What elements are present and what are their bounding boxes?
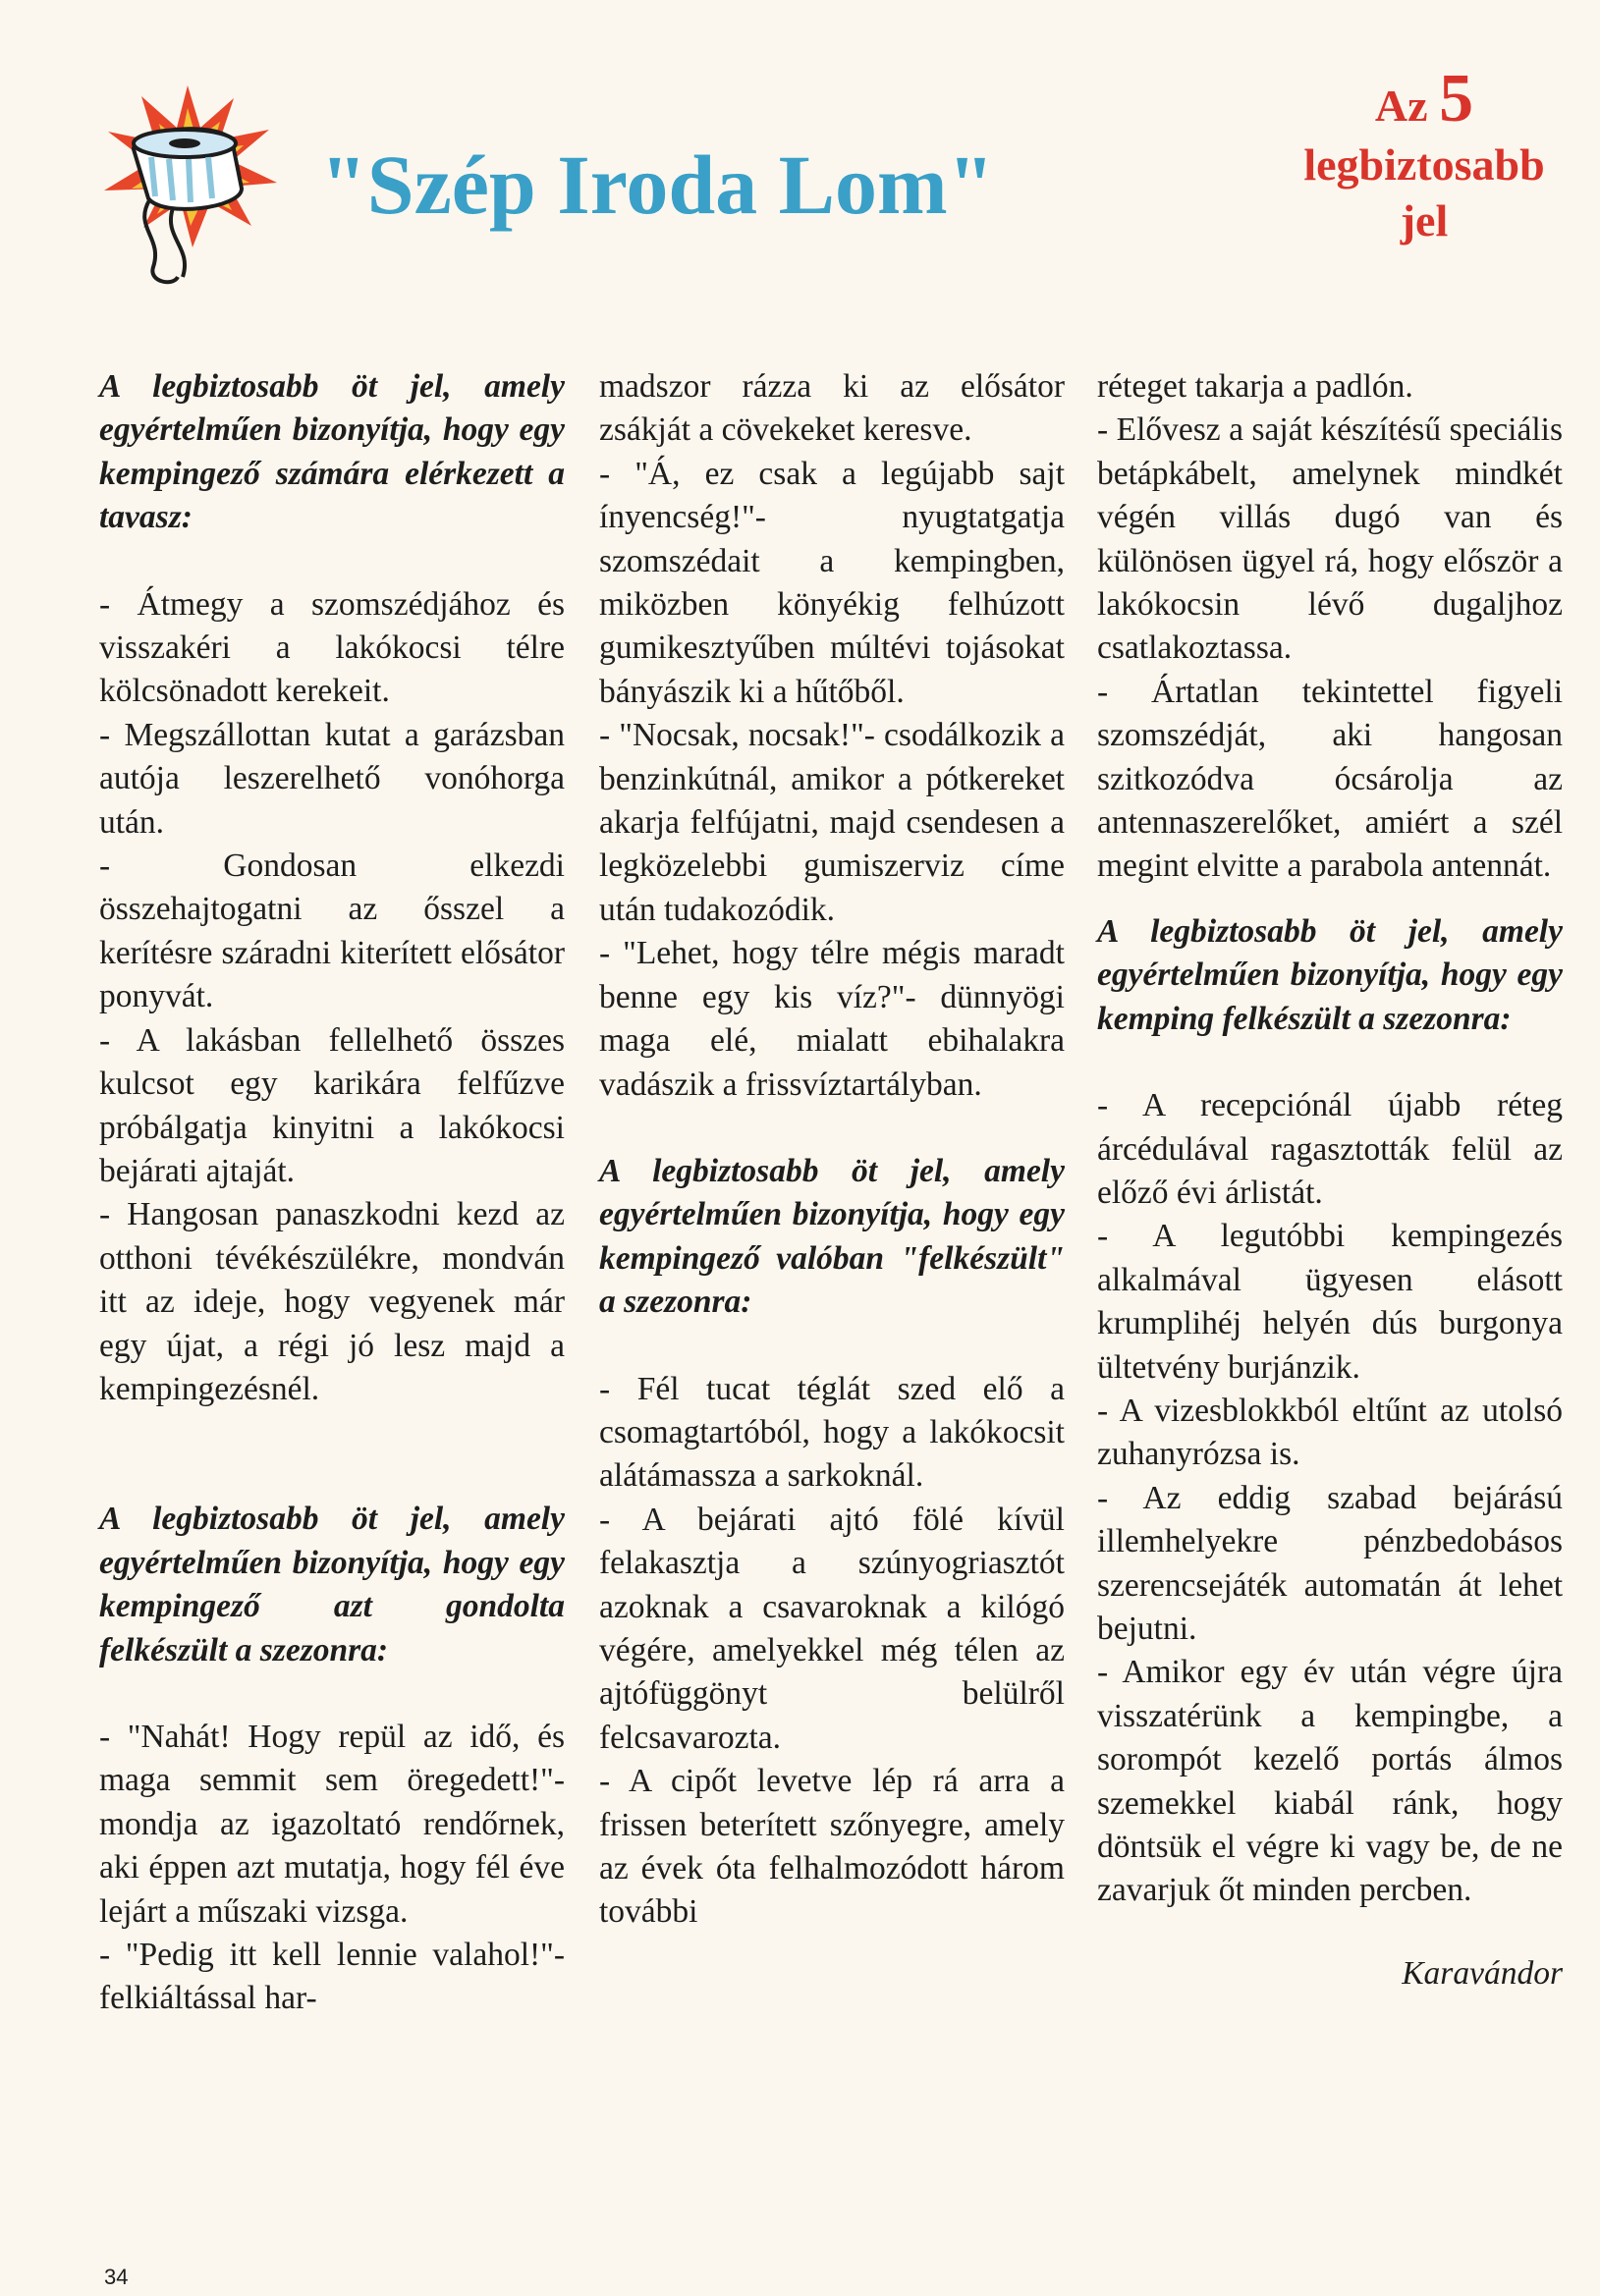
list-item: - Ártatlan tekintettel figyeli szomszédját, aki hangosan szitkozódva ócsárolja az antennaszerelőket, amiért a szél megint elvitte a parabola antennát. [1097,673,1563,885]
list-item: - A vizesblokkból eltűnt az utolsó zuhanyrózsa is. [1097,1392,1563,1473]
section-heading: A legbiztosabb öt jel, amely egyértelműen bizonyítja, hogy egy kempingező azt gondolta felkészült a szezonra: [99,1501,565,1668]
list-item: réteget takarja a padlón. [1097,368,1413,405]
column-2 [599,365,1065,1935]
list-item: - Gondosan elkezdi összehajtogatni az ősszel a kerítésre száradni kiterített elősátor ponyvát. [99,847,565,1015]
list-item: - Hangosan panaszkodni kezd az otthoni tévékészülékre, mondván itt az ideje, hogy vegyenek már egy újat, a régi jó lesz majd a kempingezésnél. [99,1196,565,1407]
column-3 [1097,365,1563,1995]
list-item: - A cipőt levetve lép rá arra a frissen beterített szőnyegre, amely az évek óta felhalmozódott három további [599,1763,1065,1931]
side-tag-line1 [1277,61,1572,137]
list-item: - Fél tucat téglát szed elő a csomagtartóból, hogy a lakókocsit alátámassza a sarkoknál. [599,1370,1065,1495]
list-item: - Átmegy a szomszédjához és visszakéri a lakókocsi télre kölcsönadott kerekeit. [99,585,565,710]
list-item: - A lakásban fellelhető összes kulcsot egy karikára felfűzve próbálgatja kinyitni a lakókocsi bejárati ajtaját. [99,1021,565,1189]
side-tag [1277,61,1572,248]
list-item: madszor rázza ki az elősátor zsákját a cövekeket keresve. [599,368,1065,449]
column-1 [99,365,565,2021]
list-item: - "Lehet, hogy télre mégis maradt benne egy kis víz?"- dünnyögi maga elé, mialatt ebihalakra vadászik a frissvíztartályban. [599,935,1065,1103]
list-item: - "Pedig itt kell lennie valahol!"- felkiáltással har- [99,1937,565,2017]
list-item: - "Nahát! Hogy repül az idő, és maga semmit sem öregedett!"- mondja az igazoltató rendőrnek, aki éppen azt mutatja, hogy fél éve lejárt a műszaki vizsga. [99,1718,565,1930]
list-item: - Megszállottan kutat a garázsban autója leszerelhető vonóhorga után. [99,716,565,841]
list-item: - Amikor egy év után végre újra visszatérünk a kempingbe, a sorompót kezelő portás álmos szemekkel kiabál ránk, hogy döntsük el végre ki vagy be, de ne zavarjuk őt minden percben. [1097,1654,1563,1909]
list-item: - Elővesz a saját készítésű speciális betápkábelt, amelynek mindkét végén villás dugó van és különösen ügyel rá, hogy először a lakókocsin lévő dugaljhoz csatlakoztassa. [1097,411,1563,667]
list-item: - "Nocsak, nocsak!"- csodálkozik a benzinkútnál, amikor a pótkereket akarja felfújatni, majd csendesen a legközelebbi gumiszerviz címe után tudakozódik. [599,717,1065,928]
list-item: - "Á, ez csak a legújabb sajt ínyencség!"- nyugtatgatja szomszédait a kempingben, miközben könyékig felhúzott gumikesztyűben múltévi tojásokat bányászik ki a hűtőből. [599,455,1065,710]
list-item: - A recepciónál újabb réteg árcédulával ragasztották felül az előző évi árlistát. [1097,1087,1563,1211]
section-heading: A legbiztosabb öt jel, amely egyértelműen bizonyítja, hogy egy kempingező valóban "felkészült" a szezonra: [599,1152,1065,1321]
list-item: - A legutóbbi kempingezés alkalmával ügyesen elásott krumplihéj helyén dús burgonya ültetvény burjánzik. [1097,1218,1563,1386]
side-tag-line2: legbiztosabb [1303,139,1545,190]
list-item: - A bejárati ajtó fölé kívül felakasztja a szúnyogriasztót azoknak a csavaroknak a kilógó végére, amelyekkel még télen az ajtófüggönyt belülről felcsavarozta. [599,1501,1065,1756]
toilet-paper-logo-icon [94,81,281,297]
list-item: - Az eddig szabad bejárású illemhelyekre pénzbedobásos szerencsejáték automatán át lehet bejutni. [1097,1479,1563,1647]
side-tag-line3: jel [1400,195,1449,246]
section-heading: A legbiztosabb öt jel, amely egyértelműen bizonyítja, hogy egy kemping felkészült a szezonra: [1097,912,1563,1037]
page-title: "Szép Iroda Lom" [320,137,995,232]
section-heading: A legbiztosabb öt jel, amely egyértelműen bizonyítja, hogy egy kempingező számára elérkezett a tavasz: [99,368,565,536]
page-number: 34 [104,2265,129,2289]
side-tag-az: Az [1374,81,1428,131]
author-signature: Karavándor [1402,1954,1563,1992]
side-tag-number: 5 [1439,61,1474,137]
